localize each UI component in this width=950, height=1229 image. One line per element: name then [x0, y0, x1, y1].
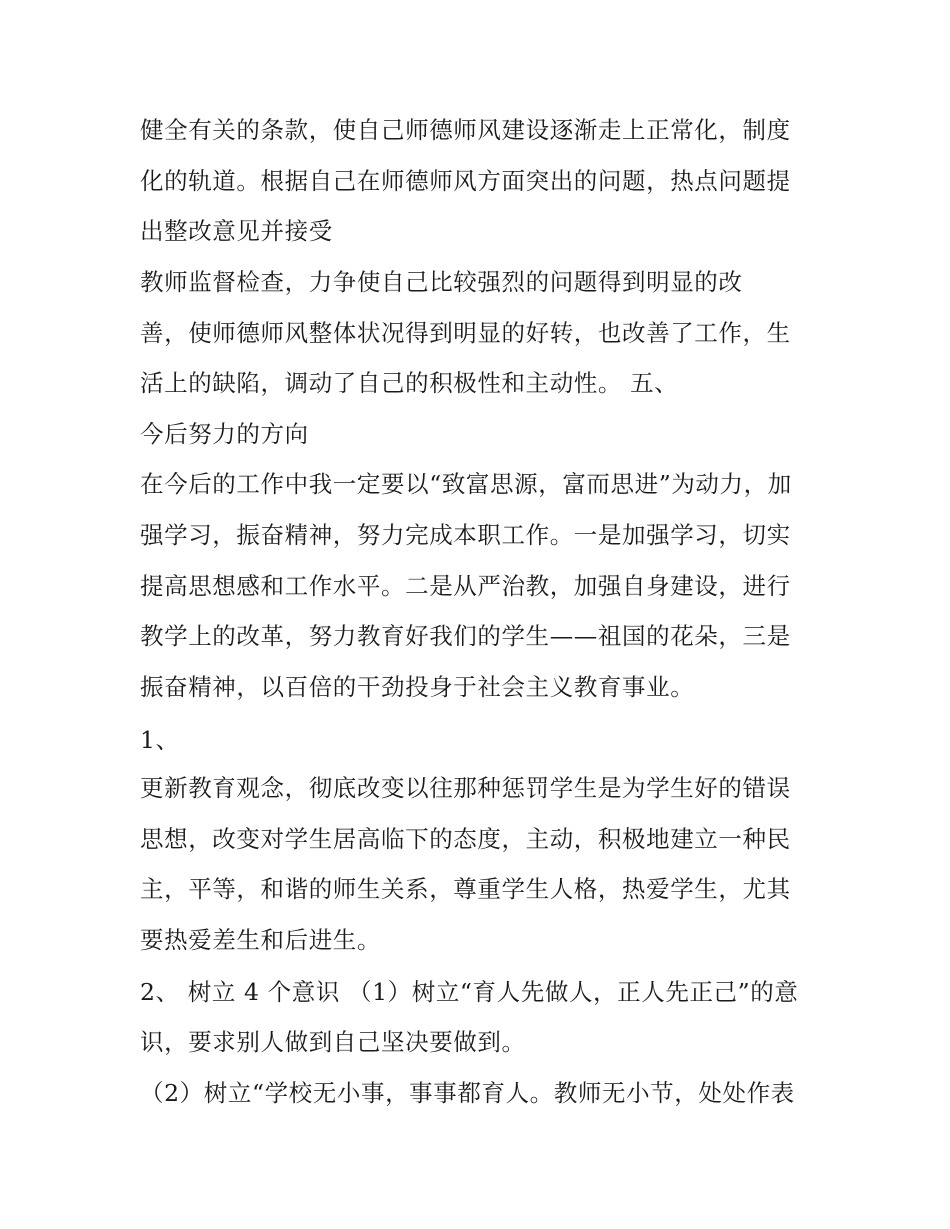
text-line: 强学习，振奋精神，努力完成本职工作。一是加强学习，切实: [140, 521, 791, 549]
text-line: 健全有关的条款，使自己师德师风建设逐渐走上正常化，制度: [140, 116, 791, 144]
text-line: 化的轨道。根据自己在师德师风方面突出的问题，热点问题提: [140, 167, 791, 195]
text-line: 在今后的工作中我一定要以“致富思源，富而思进”为动力，加: [140, 470, 792, 498]
text-line: 要热爱差生和后进生。: [140, 926, 381, 954]
text-line: 更新教育观念，彻底改变以往那种惩罚学生是为学生好的错误: [140, 774, 791, 802]
text-line: 今后努力的方向: [140, 420, 309, 448]
text-line: 思想，改变对学生居高临下的态度，主动，积极地建立一种民: [140, 825, 791, 853]
text-line: 善，使师德师风整体状况得到明显的好转，也改善了工作，生: [140, 319, 791, 347]
text-line: （2）树立“学校无小事，事事都育人。教师无小节，处处作表: [140, 1079, 795, 1107]
text-line: 活上的缺陷，调动了自己的积极性和主动性。 五、: [140, 369, 679, 397]
text-line: 识，要求别人做到自己坚决要做到。: [140, 1028, 526, 1056]
text-line: 主，平等，和谐的师生关系，尊重学生人格，热爱学生，尤其: [140, 875, 791, 903]
text-line: 教师监督检查，力争使自己比较强烈的问题得到明显的改: [140, 268, 743, 296]
text-line: 教学上的改革，努力教育好我们的学生——祖国的花朵，三是: [140, 622, 791, 650]
text-line: 提高思想感和工作水平。二是从严治教，加强自身建设，进行: [140, 572, 791, 600]
text-line: 振奋精神，以百倍的干劲投身于社会主义教育事业。: [140, 673, 695, 701]
text-line: 1、: [140, 726, 180, 754]
text-line: 2、 树立 4 个意识 （1）树立“育人先做人，正人先正己”的意: [140, 978, 799, 1006]
text-line: 出整改意见并接受: [140, 217, 333, 245]
